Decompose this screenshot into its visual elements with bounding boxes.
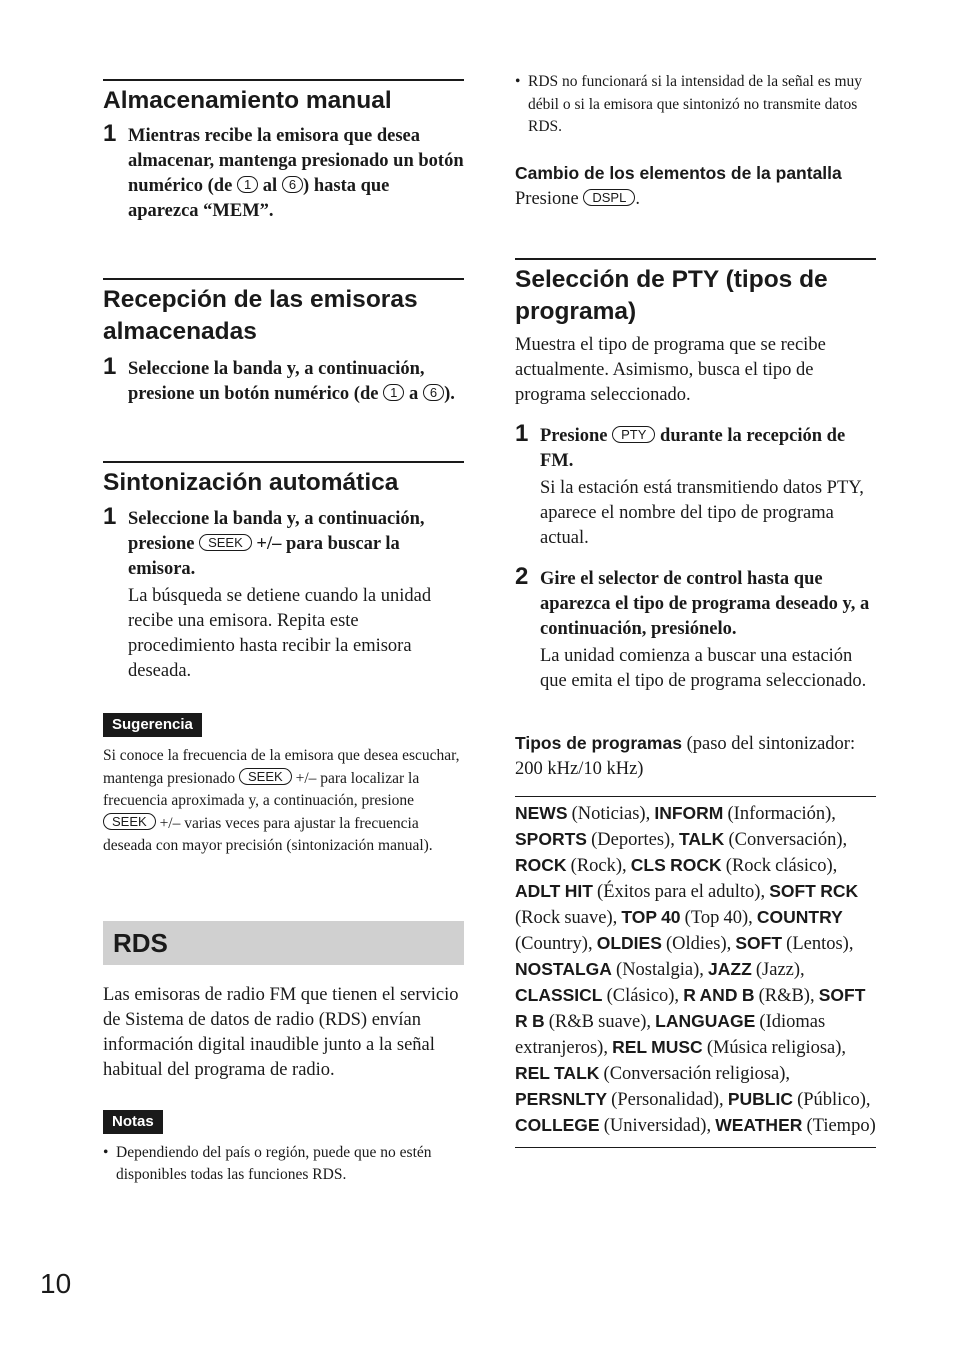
program-type-code: TALK — [678, 828, 725, 849]
step-number: 1 — [103, 353, 117, 380]
program-type-desc: (Rock suave), — [515, 907, 618, 928]
tip-label: Sugerencia — [103, 713, 202, 737]
step-text: Seleccione la banda y, a continuación, presione — [128, 509, 425, 554]
rds-intro: Las emisoras de radio FM que tienen el servicio de Sistema de datos de radio (RDS) envían información digital inaudible junto a la señal habitual del programa de radio. — [103, 984, 459, 1080]
step-number: 2 — [515, 562, 529, 590]
program-type-desc: (Country), — [515, 933, 593, 954]
dspl-key: DSPL — [583, 189, 635, 206]
step-item — [103, 353, 464, 407]
program-type-desc: (Tiempo) — [806, 1115, 876, 1136]
button-1-key: 1 — [383, 384, 404, 401]
step-number: 1 — [515, 419, 529, 447]
program-type-desc: (Noticias), — [571, 803, 651, 824]
step-instruction — [128, 507, 464, 582]
note-item: • RDS no funcionará si la intensidad de la señal es muy débil o si la emisora que sintonizó no transmite datos RDS. — [515, 71, 876, 139]
seek-key: SEEK — [199, 534, 252, 551]
step-instruction — [128, 124, 464, 224]
step-instruction — [540, 424, 876, 474]
display-text: Presione — [515, 188, 579, 209]
program-type-desc: (Música religiosa), — [706, 1037, 847, 1058]
divider — [515, 1147, 876, 1148]
section-title-auto: Sintonización automática — [103, 461, 464, 499]
step-number: 1 — [103, 120, 117, 147]
program-type-code: CLS ROCK — [630, 854, 722, 875]
program-type-desc: (Público), — [797, 1089, 871, 1110]
program-type-code: REL MUSC — [612, 1036, 703, 1057]
program-type-list — [515, 801, 876, 1139]
pty-intro: Muestra el tipo de programa que se recibe actualmente. Asimismo, busca el tipo de programa seleccionado. — [515, 334, 826, 405]
step-item — [103, 503, 464, 684]
program-type-desc: (Rock), — [570, 855, 627, 876]
notes-box — [103, 1110, 464, 1187]
program-type-desc: (Deportes), — [591, 829, 675, 850]
section-auto — [103, 461, 464, 684]
program-type-code: SOFT — [735, 932, 783, 953]
section-rds — [103, 921, 464, 1083]
step-item — [103, 120, 464, 224]
step-text: +/– para buscar la emisora. — [128, 534, 400, 579]
step-instruction — [128, 357, 464, 407]
program-type-desc: (Universidad), — [603, 1115, 712, 1136]
section-stored — [103, 278, 464, 407]
program-type-desc: (Personalidad), — [611, 1089, 724, 1110]
step-text: Seleccione la banda y, a continuación, presione un botón numérico (de — [128, 359, 425, 404]
tip-box — [103, 713, 464, 858]
step-instruction: Gire el selector de control hasta que aparezca el tipo de programa deseado y, a continuación, presiónelo. — [540, 568, 870, 639]
section-title-stored: Recepción de las emisoras almacenadas — [103, 278, 464, 348]
program-type-desc: (Conversación religiosa), — [603, 1063, 791, 1084]
program-type-code: JAZZ — [708, 958, 752, 979]
program-type-desc: (Top 40), — [684, 907, 753, 928]
program-type-code: WEATHER — [715, 1114, 803, 1135]
tip-text-part: +/– para localizar la frecuencia aproximada y, a continuación, presione — [103, 769, 420, 809]
types-title: Tipos de programas — [515, 732, 682, 753]
tip-text-part: Si conoce la frecuencia de la emisora que desea escuchar, mantenga presionado — [103, 747, 460, 787]
program-type-code: TOP 40 — [621, 906, 681, 927]
notes-label: Notas — [103, 1110, 163, 1134]
program-type-desc: (Idiomas extranjeros), — [515, 1011, 826, 1058]
program-type-desc: (Oldies), — [666, 933, 732, 954]
step-number: 1 — [103, 503, 117, 530]
program-type-desc: (Éxitos para el adulto), — [597, 881, 766, 902]
program-types — [515, 731, 876, 1148]
step-description: La unidad comienza a buscar una estación que emita el tipo de programa seleccionado. — [540, 645, 867, 691]
program-type-desc: (R&B suave), — [548, 1011, 652, 1032]
program-type-code: R AND B — [683, 984, 755, 1005]
seek-key: SEEK — [103, 813, 156, 830]
program-type-desc: (Rock clásico), — [725, 855, 838, 876]
program-type-desc: (Lentos), — [786, 933, 854, 954]
program-type-code: NOSTALGA — [515, 958, 612, 979]
program-type-desc: (Conversación), — [728, 829, 848, 850]
step-item — [515, 419, 876, 551]
program-type-code: SOFT R B — [515, 984, 866, 1031]
program-type-code: COLLEGE — [515, 1114, 600, 1135]
button-6-key: 6 — [282, 176, 303, 193]
program-type-code: PERSNLTY — [515, 1088, 608, 1109]
tip-text-part: +/– varias veces para ajustar la frecuencia deseada con mayor precisión (sintonización manual). — [103, 814, 433, 854]
page-number: 10 — [40, 1268, 72, 1299]
program-type-code: SOFT RCK — [769, 880, 859, 901]
program-type-code: ROCK — [515, 854, 567, 875]
button-1-key: 1 — [237, 176, 258, 193]
display-instruction — [515, 187, 876, 212]
left-column — [103, 0, 464, 1187]
display-change — [515, 161, 876, 212]
program-type-code: REL TALK — [515, 1062, 600, 1083]
program-type-code: INFORM — [654, 802, 724, 823]
program-type-code: LANGUAGE — [655, 1010, 756, 1031]
divider — [515, 796, 876, 797]
step-item — [515, 562, 876, 694]
step-text: ) hasta que aparezca “MEM”. — [128, 176, 390, 221]
program-type-code: PUBLIC — [727, 1088, 793, 1109]
step-description: Si la estación está transmitiendo datos PTY, aparece el nombre del tipo de programa actual. — [540, 477, 864, 548]
program-type-code: NEWS — [515, 802, 568, 823]
program-type-code: CLASSICL — [515, 984, 603, 1005]
step-description: La búsqueda se detiene cuando la unidad recibe una emisora. Repita este procedimiento hasta recibir la emisora deseada. — [128, 586, 432, 681]
display-title: Cambio de los elementos de la pantalla — [515, 162, 842, 183]
program-type-desc: (R&B), — [758, 985, 815, 1006]
step-text: a — [408, 384, 419, 404]
step-text: Presione — [540, 425, 608, 446]
display-text: . — [635, 188, 640, 209]
types-subtitle: (paso del sintonizador: 200 kHz/10 kHz) — [515, 733, 856, 779]
button-6-key: 6 — [423, 384, 444, 401]
program-type-desc: (Información), — [727, 803, 836, 824]
seek-key: SEEK — [239, 768, 292, 785]
rds-title: RDS — [103, 921, 464, 965]
section-title-pty: Selección de PTY (tipos de programa) — [515, 258, 876, 328]
step-text: al — [262, 176, 278, 196]
program-type-code: ADLT HIT — [515, 880, 593, 901]
program-type-desc: (Nostalgia), — [616, 959, 704, 980]
step-text: Mientras recibe la emisora que desea almacenar, mantenga presionado un botón numérico (de — [128, 126, 464, 196]
program-type-code: SPORTS — [515, 828, 587, 849]
section-title-manual: Almacenamiento manual — [103, 79, 464, 117]
section-manual — [103, 79, 464, 224]
section-pty — [515, 258, 876, 694]
pty-key: PTY — [612, 426, 655, 443]
right-column — [515, 0, 876, 1148]
program-type-desc: (Clásico), — [606, 985, 680, 1006]
program-type-desc: (Jazz), — [755, 959, 805, 980]
step-text: ). — [444, 384, 455, 404]
types-heading — [515, 731, 876, 782]
step-text: durante la recepción de FM. — [540, 425, 846, 471]
program-type-code: COUNTRY — [756, 906, 843, 927]
program-type-code: OLDIES — [596, 932, 662, 953]
note-item: • Dependiendo del país o región, puede que no estén disponibles todas las funciones RDS. — [103, 1142, 464, 1187]
tip-text — [103, 745, 464, 858]
